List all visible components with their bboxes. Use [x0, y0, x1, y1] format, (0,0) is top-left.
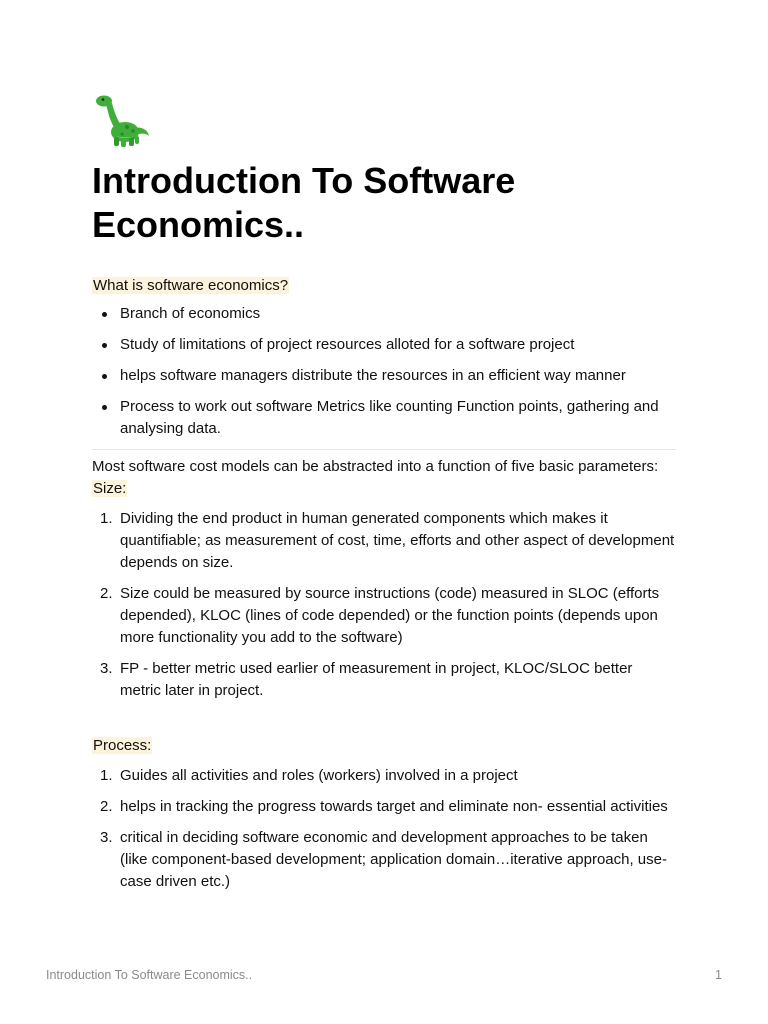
list-item	[92, 827, 676, 893]
bullet-list	[92, 303, 676, 440]
list-item: helps software managers distribute the resources in an efficient way manner	[92, 365, 676, 387]
list-item	[92, 583, 676, 649]
list-number: 3.	[100, 660, 113, 677]
list-item	[92, 796, 676, 818]
list-number: 1.	[100, 510, 113, 527]
size-heading	[92, 478, 676, 500]
size-list	[92, 508, 676, 702]
list-number: 2.	[100, 798, 113, 815]
list-item	[92, 765, 676, 787]
highlighted-question: What is software economics?	[93, 277, 289, 294]
list-item-text: Dividing the end product in human generated components which makes it quantifiable; as measurement of cost, time, efforts and other aspect of development depends on size.	[120, 510, 675, 571]
list-item: Study of limitations of project resources alloted for a software project	[92, 334, 676, 356]
list-item: Branch of economics	[92, 303, 676, 325]
document-page	[92, 92, 676, 902]
process-list	[92, 765, 676, 893]
sauropod-dinosaur-icon	[92, 92, 152, 148]
list-item: Process to work out software Metrics like counting Function points, gathering and analysing data.	[92, 396, 676, 440]
page-footer	[46, 968, 722, 982]
list-item-text: helps in tracking the progress towards target and eliminate non- essential activities	[120, 798, 668, 815]
section-question	[92, 275, 676, 297]
highlighted-process-label: Process:	[93, 737, 152, 754]
list-item	[92, 658, 676, 702]
list-number: 3.	[100, 829, 113, 846]
highlighted-size-label: Size:	[93, 480, 127, 497]
page-number: 1	[715, 968, 722, 982]
page-title: Introduction To Software Economics..	[92, 160, 516, 245]
list-item-text: Guides all activities and roles (workers) involved in a project	[120, 767, 518, 784]
list-number: 2.	[100, 585, 113, 602]
list-number: 1.	[100, 767, 113, 784]
process-heading	[92, 735, 676, 757]
divider	[92, 449, 676, 450]
intro-paragraph: Most software cost models can be abstracted into a function of five basic parameters:	[92, 458, 659, 475]
list-item-text: Size could be measured by source instructions (code) measured in SLOC (efforts depended), KLOC (lines of code depended) or the function points (depends upon more functionality you add to the software)	[120, 585, 660, 646]
list-item-text: FP - better metric used earlier of measurement in project, KLOC/SLOC better metric later in project.	[120, 660, 633, 699]
list-item	[92, 508, 676, 574]
list-item-text: critical in deciding software economic and development approaches to be taken (like component-based development; application domain…iterative approach, use-case driven etc.)	[120, 829, 667, 890]
footer-title: Introduction To Software Economics..	[46, 968, 253, 982]
